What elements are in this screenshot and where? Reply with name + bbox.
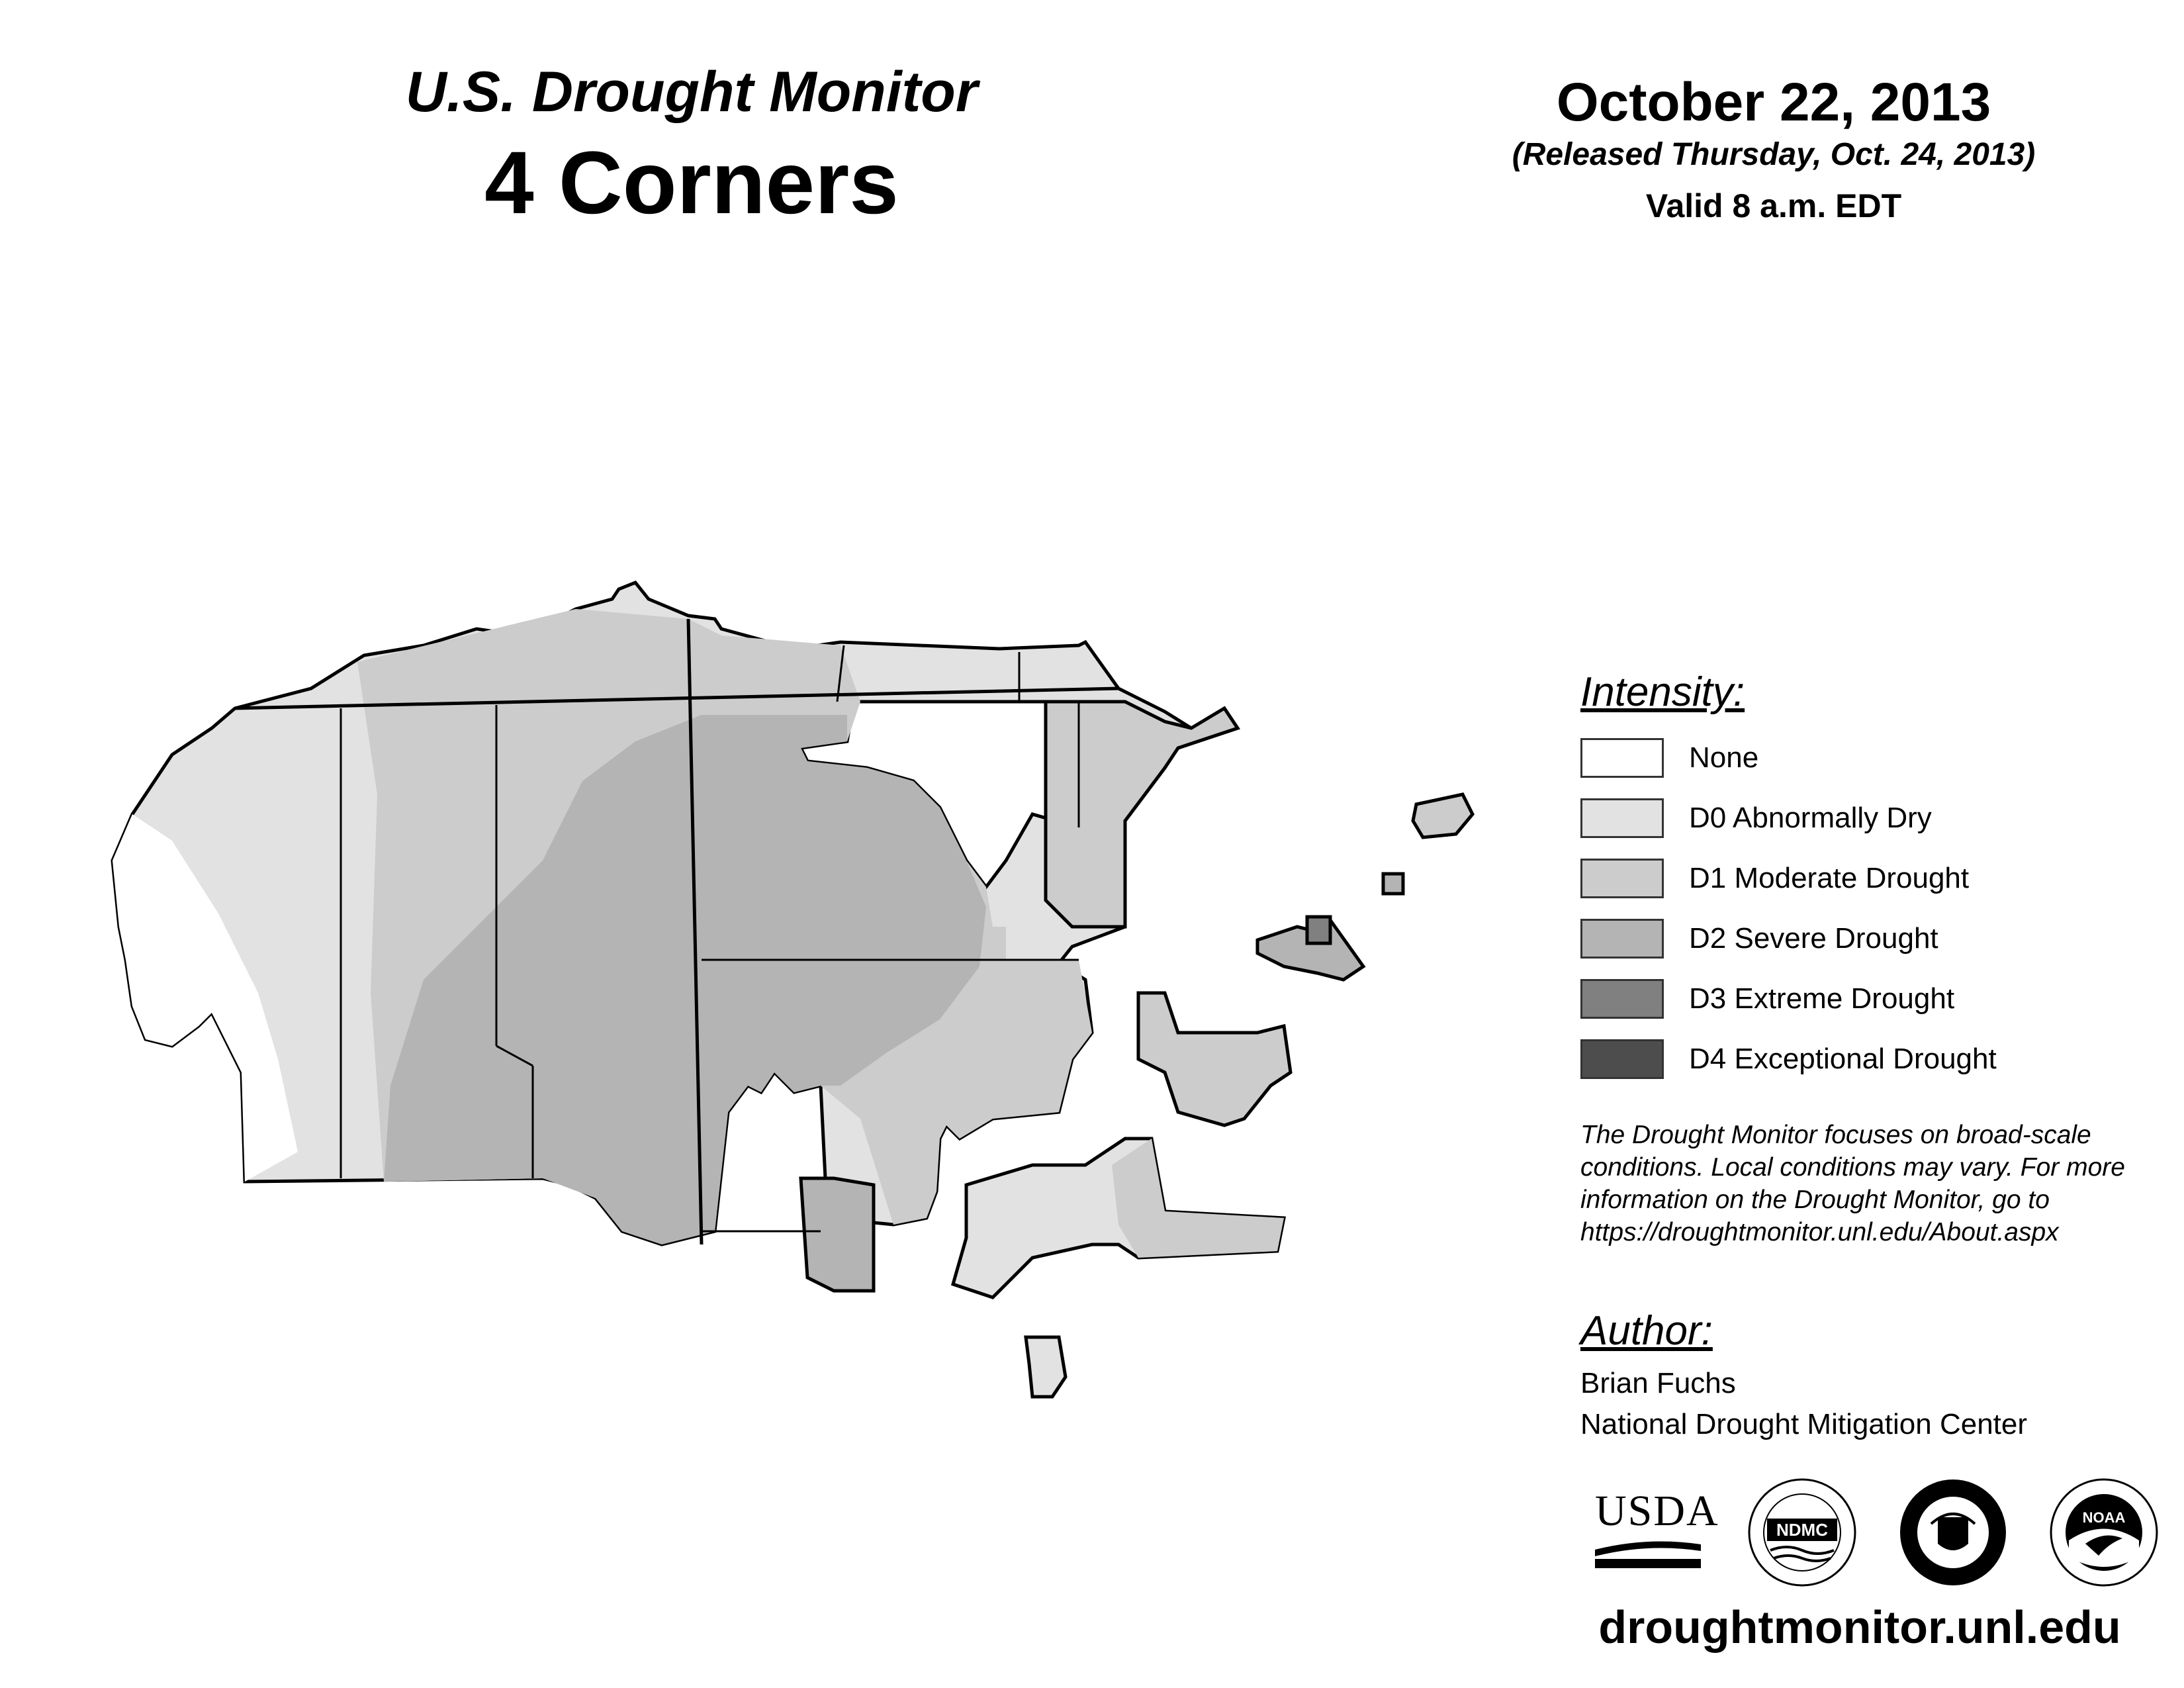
author-name: Brian Fuchs: [1580, 1367, 1736, 1399]
usda-logo-swoosh: [1595, 1536, 1701, 1570]
ndmc-logo: [1747, 1477, 1857, 1587]
legend-item-none: [1580, 737, 1758, 779]
legend-item-d2: [1580, 917, 1938, 960]
legend-label: None: [1689, 741, 1759, 774]
noaa-logo-text: NOAA: [2082, 1509, 2126, 1526]
east-area-2: [1138, 993, 1291, 1125]
valid-time: Valid 8 a.m. EDT: [1645, 187, 1902, 224]
legend-label: D1 Moderate Drought: [1689, 862, 1970, 894]
noaa-logo: [2049, 1477, 2159, 1587]
legend-item-d3: [1580, 978, 1954, 1020]
east-area-1: [1046, 702, 1238, 927]
release-date: (Released Thursday, Oct. 24, 2013): [1512, 137, 2036, 172]
legend-item-d1: [1580, 857, 1969, 900]
legend-label: D2 Severe Drought: [1689, 922, 1938, 955]
ndmc-logo-text: NDMC: [1776, 1520, 1828, 1540]
east-cluster-d3: [1307, 917, 1330, 943]
disclaimer-note: The Drought Monitor focuses on broad-scale conditions. Local conditions may vary. For more information on the Drought Monitor, go to https://droughtmonitor.unl.edu/About.aspx: [1580, 1121, 2125, 1246]
legend-label: D3 Extreme Drought: [1689, 982, 1955, 1015]
small-island: [1026, 1337, 1066, 1397]
map-title: U.S. Drought Monitor: [405, 60, 978, 124]
legend-label: D0 Abnormally Dry: [1689, 802, 1932, 834]
map-date: October 22, 2013: [1556, 72, 1991, 132]
legend-swatch: [1580, 859, 1664, 898]
legend-swatch: [1580, 798, 1664, 838]
legend-swatch: [1580, 919, 1664, 959]
website-url[interactable]: droughtmonitor.unl.edu: [1598, 1601, 2121, 1653]
far-east-island: [1413, 794, 1473, 837]
legend-label: D4 Exceptional Drought: [1689, 1043, 1997, 1075]
far-east-dot: [1383, 874, 1403, 894]
author-title: Author:: [1580, 1308, 1713, 1354]
legend-swatch: [1580, 1039, 1664, 1079]
usda-logo: [1595, 1486, 1719, 1559]
legend-swatch: [1580, 738, 1664, 778]
region-title: 4 Corners: [484, 134, 899, 232]
legend-item-d0: [1580, 797, 1932, 839]
legend-title: Intensity:: [1580, 669, 1745, 715]
east-area-4: [1112, 1139, 1284, 1258]
usda-logo-text: USDA: [1595, 1487, 1719, 1535]
legend-swatch: [1580, 979, 1664, 1019]
author-org: National Drought Mitigation Center: [1580, 1408, 2028, 1440]
legend-item-d4: [1580, 1038, 1997, 1080]
south-area: [801, 1178, 874, 1291]
commerce-seal-logo: [1898, 1477, 2008, 1587]
